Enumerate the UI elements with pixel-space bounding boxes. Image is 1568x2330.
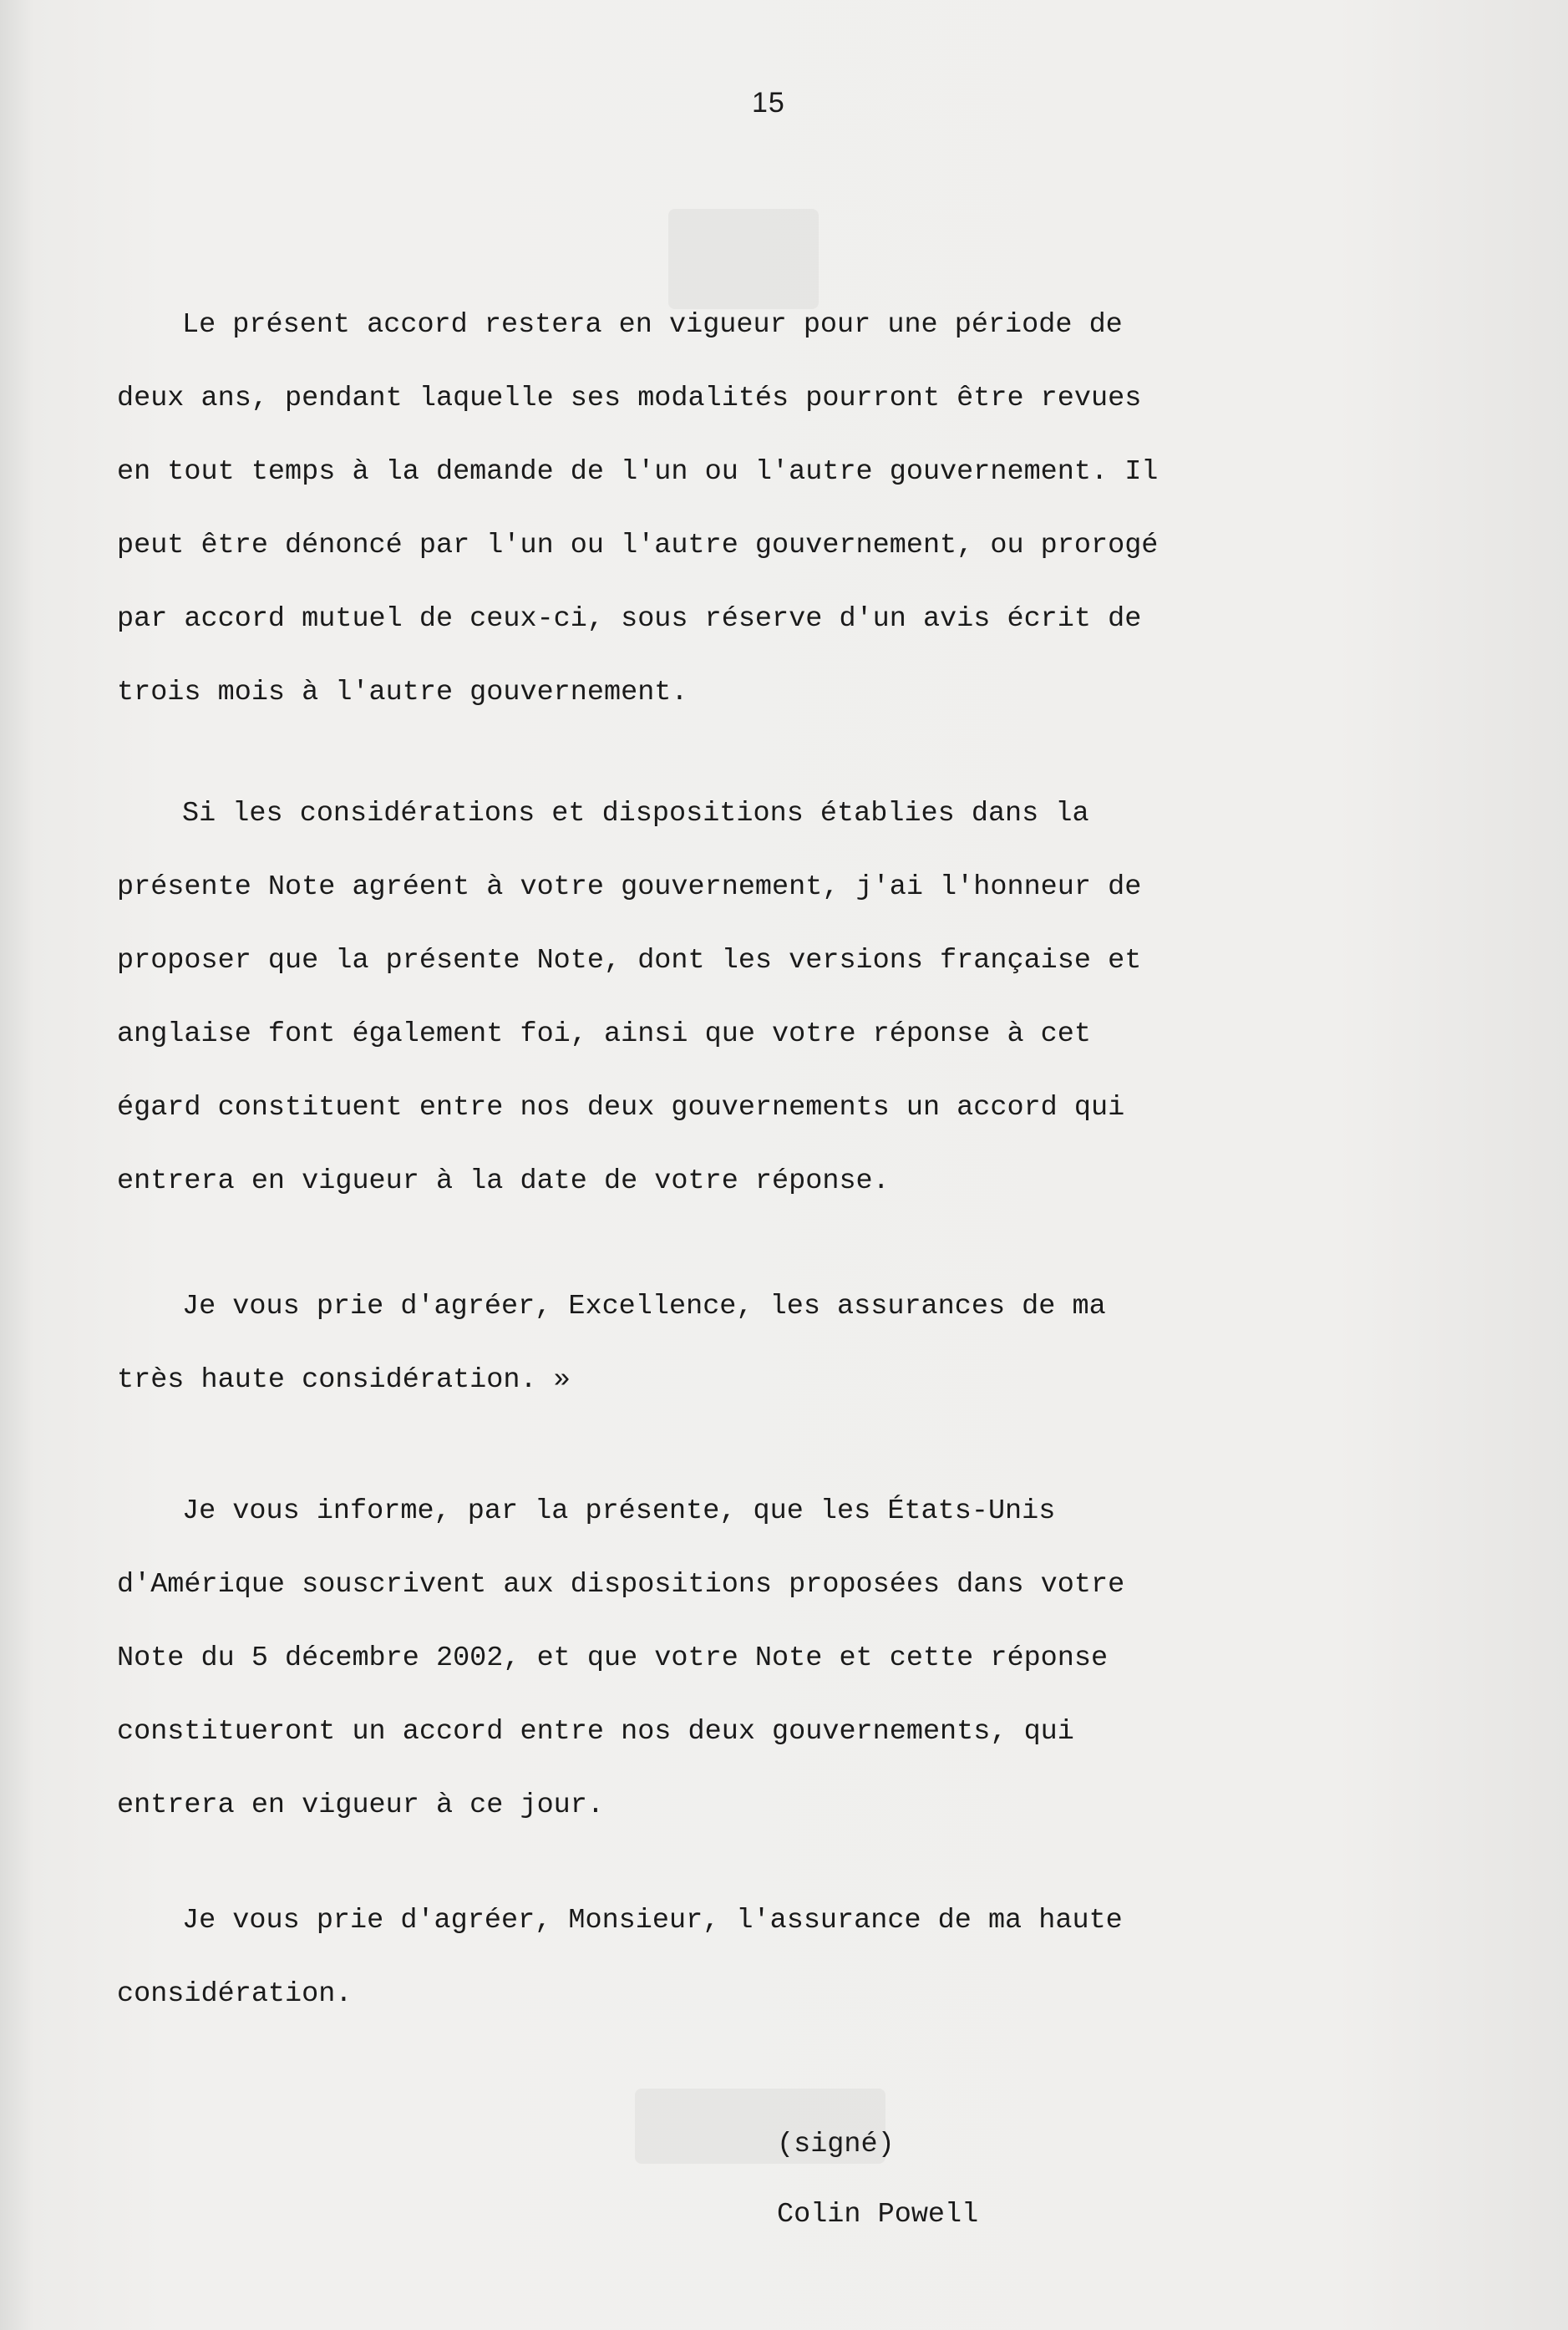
text-line: Note du 5 décembre 2002, et que votre Note et cette réponse bbox=[117, 1642, 1109, 1674]
text-line: deux ans, pendant laquelle ses modalités pourront être revues bbox=[117, 383, 1142, 414]
text-line: peut être dénoncé par l'un ou l'autre gouvernement, ou prorogé bbox=[117, 530, 1159, 561]
text-line: Je vous prie d'agréer, Monsieur, l'assurance de ma haute bbox=[182, 1905, 1123, 1937]
signed-marker: (signé) bbox=[777, 2129, 895, 2160]
text-line: entrera en vigueur à ce jour. bbox=[117, 1789, 604, 1821]
text-line: d'Amérique souscrivent aux dispositions proposées dans votre bbox=[117, 1569, 1125, 1601]
signatory-name: Colin Powell bbox=[777, 2199, 979, 2231]
paragraph-validity bbox=[117, 288, 1337, 729]
paragraph-proposal bbox=[117, 777, 1337, 1218]
text-line: proposer que la présente Note, dont les versions française et bbox=[117, 945, 1142, 977]
paragraph-salutation bbox=[117, 1884, 1337, 2031]
paragraph-acceptance bbox=[117, 1475, 1337, 1842]
text-line: présente Note agréent à votre gouvernement, j'ai l'honneur de bbox=[117, 871, 1142, 903]
text-line: très haute considération. » bbox=[117, 1364, 571, 1396]
paragraph-closing-quote bbox=[117, 1270, 1337, 1417]
text-line: Je vous prie d'agréer, Excellence, les assurances de ma bbox=[182, 1291, 1106, 1322]
text-line: constitueront un accord entre nos deux gouvernements, qui bbox=[117, 1716, 1074, 1748]
text-line: trois mois à l'autre gouvernement. bbox=[117, 677, 688, 708]
text-line: Le présent accord restera en vigueur pour une période de bbox=[182, 309, 1123, 341]
text-line: Je vous informe, par la présente, que les États-Unis bbox=[182, 1495, 1056, 1527]
text-line: par accord mutuel de ceux-ci, sous réserve d'un avis écrit de bbox=[117, 603, 1142, 635]
text-line: en tout temps à la demande de l'un ou l'autre gouvernement. Il bbox=[117, 456, 1159, 488]
text-line: considération. bbox=[117, 1978, 353, 2010]
text-line: Si les considérations et dispositions établies dans la bbox=[182, 798, 1089, 830]
text-line: égard constituent entre nos deux gouvernements un accord qui bbox=[117, 1092, 1125, 1124]
text-line: anglaise font également foi, ainsi que votre réponse à cet bbox=[117, 1018, 1091, 1050]
text-line: entrera en vigueur à la date de votre réponse. bbox=[117, 1165, 890, 1197]
page-number: 15 bbox=[752, 87, 785, 119]
